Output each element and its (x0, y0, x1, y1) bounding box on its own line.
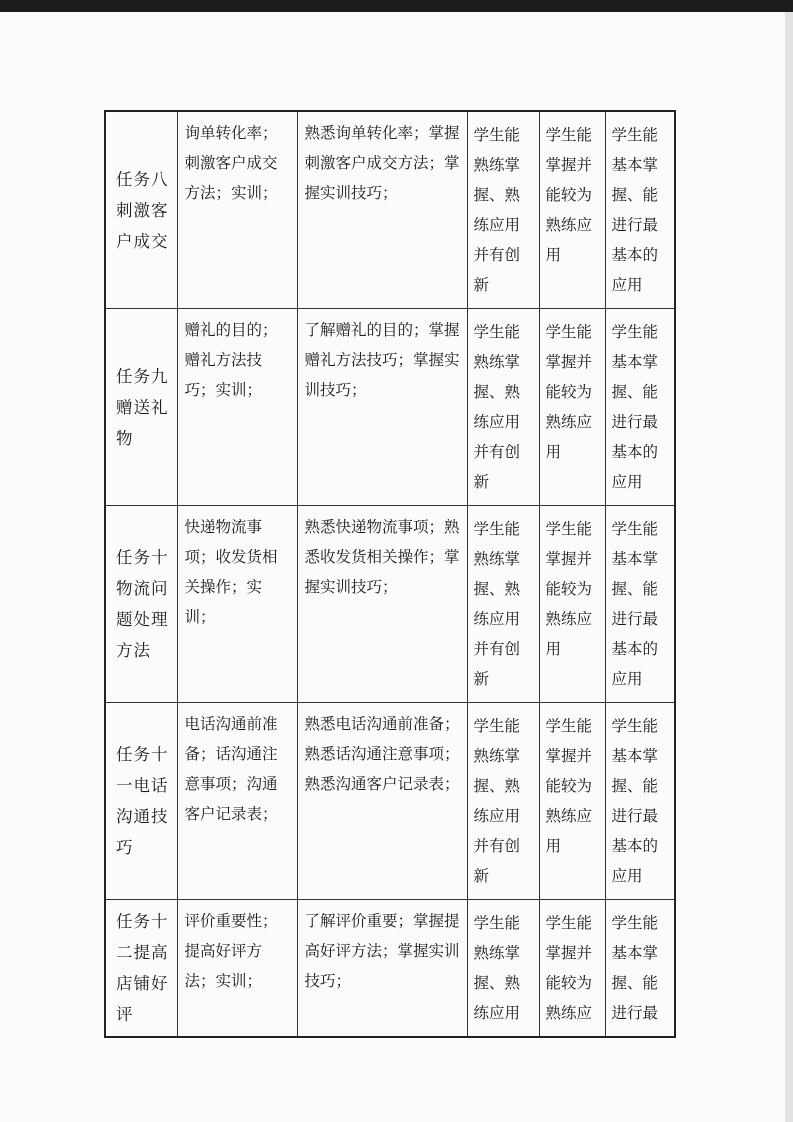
good-criteria-cell: 学生能掌握并能较为熟练应 (539, 900, 605, 1038)
content-cell: 电话沟通前准备；话沟通注意事项；沟通客户记录表； (177, 703, 297, 900)
good-criteria-cell: 学生能掌握并能较为熟练应用 (539, 309, 605, 506)
pass-criteria-cell: 学生能基本掌握、能进行最基本的应用 (605, 111, 675, 309)
scan-right-edge (785, 12, 793, 1122)
task-cell: 任务九赠送礼物 (105, 309, 177, 506)
table-row (105, 900, 675, 1038)
pass-criteria-cell: 学生能基本掌握、能进行最基本的应用 (605, 703, 675, 900)
excellent-criteria-cell: 学生能熟练掌握、熟练应用并有创新 (467, 506, 539, 703)
excellent-criteria-cell: 学生能熟练掌握、熟练应用并有创新 (467, 309, 539, 506)
goal-cell: 熟悉电话沟通前准备；熟悉话沟通注意事项；熟悉沟通客户记录表； (297, 703, 467, 900)
table-row (105, 506, 675, 703)
scan-top-edge (0, 0, 793, 12)
table-row (105, 703, 675, 900)
content-cell: 快递物流事项；收发货相关操作；实训； (177, 506, 297, 703)
pass-criteria-cell: 学生能基本掌握、能进行最 (605, 900, 675, 1038)
goal-cell: 熟悉询单转化率；掌握刺激客户成交方法；掌握实训技巧； (297, 111, 467, 309)
good-criteria-cell: 学生能掌握并能较为熟练应用 (539, 703, 605, 900)
task-cell: 任务八刺激客户成交 (105, 111, 177, 309)
pass-criteria-cell: 学生能基本掌握、能进行最基本的应用 (605, 506, 675, 703)
course-assessment-table (104, 110, 676, 1038)
goal-cell: 了解评价重要；掌握提高好评方法；掌握实训技巧； (297, 900, 467, 1038)
excellent-criteria-cell: 学生能熟练掌握、熟练应用并有创新 (467, 111, 539, 309)
table-row (105, 111, 675, 309)
goal-cell: 了解赠礼的目的；掌握赠礼方法技巧；掌握实训技巧； (297, 309, 467, 506)
pass-criteria-cell: 学生能基本掌握、能进行最基本的应用 (605, 309, 675, 506)
task-cell: 任务十二提高店铺好评 (105, 900, 177, 1038)
table-row (105, 309, 675, 506)
content-cell: 赠礼的目的；赠礼方法技巧；实训； (177, 309, 297, 506)
content-cell: 评价重要性；提高好评方法；实训； (177, 900, 297, 1038)
excellent-criteria-cell: 学生能熟练掌握、熟练应用 (467, 900, 539, 1038)
goal-cell: 熟悉快递物流事项；熟悉收发货相关操作；掌握实训技巧； (297, 506, 467, 703)
excellent-criteria-cell: 学生能熟练掌握、熟练应用并有创新 (467, 703, 539, 900)
task-cell: 任务十一电话沟通技巧 (105, 703, 177, 900)
good-criteria-cell: 学生能掌握并能较为熟练应用 (539, 506, 605, 703)
good-criteria-cell: 学生能掌握并能较为熟练应用 (539, 111, 605, 309)
content-cell: 询单转化率；刺激客户成交方法；实训； (177, 111, 297, 309)
task-cell: 任务十物流问题处理方法 (105, 506, 177, 703)
